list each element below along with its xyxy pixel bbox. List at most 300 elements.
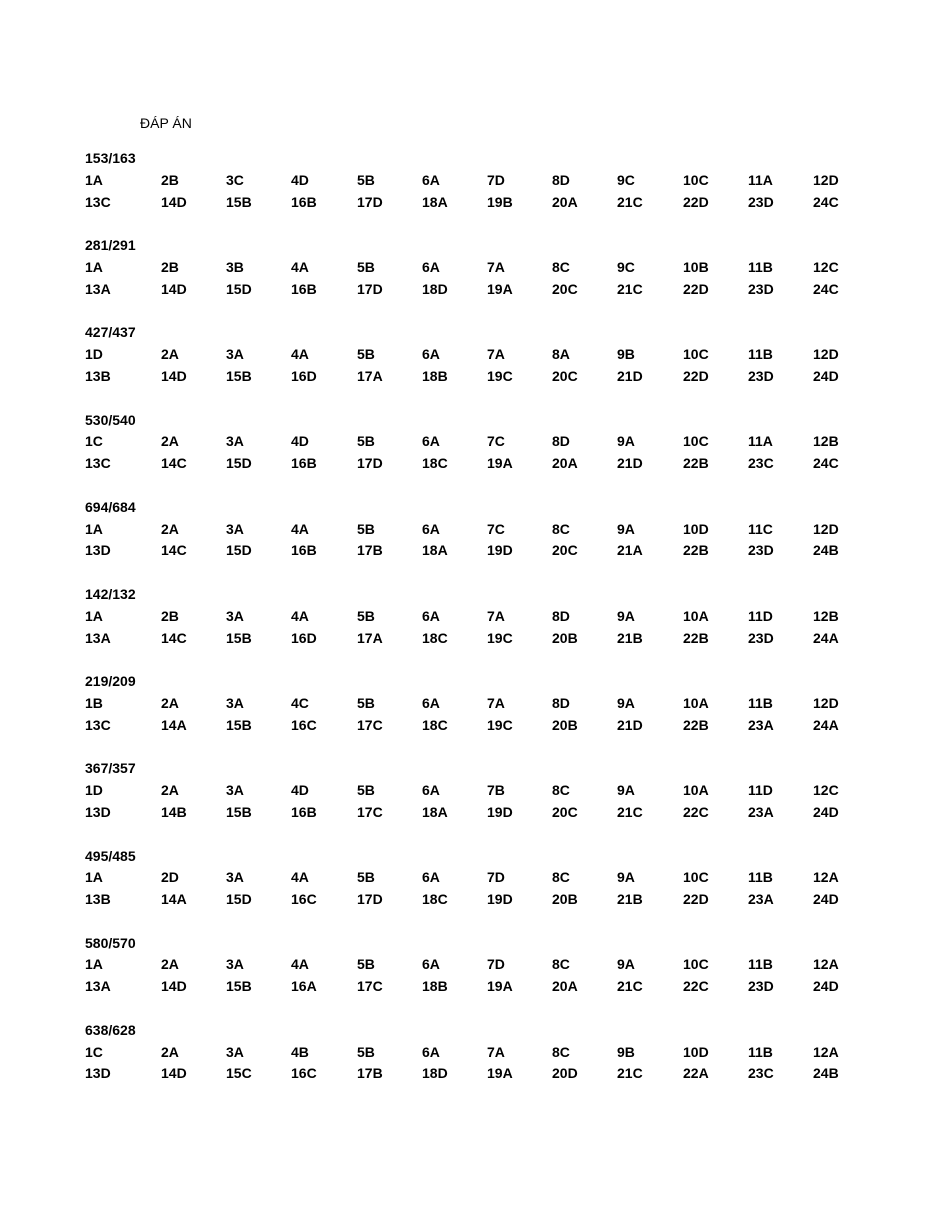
- answer-cell: 9A: [617, 694, 635, 711]
- answer-cell: 20A: [552, 455, 578, 472]
- answer-cell: 12A: [813, 956, 839, 973]
- answer-cell: 12C: [813, 258, 839, 275]
- answer-cell: 9A: [617, 433, 635, 450]
- answer-cell: 12B: [813, 433, 839, 450]
- answer-cell: 10A: [683, 607, 709, 624]
- answer-cell: 8C: [552, 258, 570, 275]
- answer-cell: 19C: [487, 367, 513, 384]
- answer-cell: 12D: [813, 171, 839, 188]
- answer-cell: 3A: [226, 520, 244, 537]
- answer-cell: 1A: [85, 869, 103, 886]
- answer-cell: 20A: [552, 193, 578, 210]
- answer-cell: 16B: [291, 803, 317, 820]
- answer-section: [85, 237, 885, 324]
- answer-cell: 5B: [357, 782, 375, 799]
- answer-cell: 6A: [422, 171, 440, 188]
- answer-cell: 22D: [683, 367, 709, 384]
- answer-cell: 24D: [813, 803, 839, 820]
- answer-section: [85, 673, 885, 760]
- answer-cell: 9A: [617, 956, 635, 973]
- answer-cell: 9C: [617, 258, 635, 275]
- answer-cell: 14D: [161, 978, 187, 995]
- answer-cell: 11A: [748, 433, 773, 450]
- answer-cell: 2A: [161, 1043, 179, 1060]
- answer-cell: 16C: [291, 1065, 317, 1082]
- answer-cell: 15B: [226, 978, 252, 995]
- answer-cell: 2A: [161, 782, 179, 799]
- answer-cell: 17D: [357, 280, 383, 297]
- answer-cell: 8D: [552, 171, 570, 188]
- answer-cell: 20C: [552, 367, 578, 384]
- answer-cell: 19A: [487, 280, 513, 297]
- answer-cell: 16D: [291, 629, 317, 646]
- answer-cell: 21D: [617, 455, 643, 472]
- exam-code: 694/684: [85, 498, 136, 515]
- answer-cell: 19D: [487, 542, 513, 559]
- answer-cell: 24B: [813, 542, 839, 559]
- answer-cell: 7D: [487, 171, 505, 188]
- answer-cell: 13C: [85, 193, 111, 210]
- answer-row: [85, 281, 885, 303]
- answer-cell: 15B: [226, 629, 252, 646]
- answer-row: [85, 1065, 885, 1087]
- answer-cell: 8D: [552, 694, 570, 711]
- answer-cell: 5B: [357, 171, 375, 188]
- answer-cell: 22B: [683, 542, 709, 559]
- answer-cell: 20B: [552, 716, 578, 733]
- answer-cell: 11C: [748, 520, 773, 537]
- exam-code: 427/437: [85, 324, 136, 341]
- answer-cell: 1D: [85, 346, 103, 363]
- answer-cell: 7D: [487, 869, 505, 886]
- answer-cell: 13C: [85, 716, 111, 733]
- answer-cell: 2A: [161, 520, 179, 537]
- answer-cell: 17B: [357, 542, 383, 559]
- answer-cell: 23A: [748, 891, 774, 908]
- answer-cell: 21C: [617, 1065, 643, 1082]
- answer-cell: 24C: [813, 193, 839, 210]
- answer-cell: 18C: [422, 716, 448, 733]
- answer-cell: 18B: [422, 978, 448, 995]
- answer-cell: 24D: [813, 978, 839, 995]
- answer-cell: 21A: [617, 542, 643, 559]
- answer-cell: 24C: [813, 455, 839, 472]
- answer-cell: 10A: [683, 694, 709, 711]
- answer-cell: 15B: [226, 193, 252, 210]
- answer-cell: 21D: [617, 367, 643, 384]
- answer-cell: 22D: [683, 891, 709, 908]
- answer-cell: 13C: [85, 455, 111, 472]
- answer-cell: 23D: [748, 193, 774, 210]
- answer-cell: 5B: [357, 607, 375, 624]
- answer-cell: 22D: [683, 193, 709, 210]
- answer-cell: 2A: [161, 433, 179, 450]
- answer-cell: 9A: [617, 607, 635, 624]
- answer-cell: 16C: [291, 891, 317, 908]
- exam-code: 530/540: [85, 411, 136, 428]
- answer-row: [85, 455, 885, 477]
- answer-cell: 4B: [291, 1043, 309, 1060]
- answer-row: [85, 978, 885, 1000]
- answer-row: [85, 368, 885, 390]
- answer-row: [85, 194, 885, 216]
- answer-cell: 11B: [748, 869, 773, 886]
- answer-cell: 4D: [291, 433, 309, 450]
- answer-section: [85, 935, 885, 1022]
- answer-cell: 6A: [422, 433, 440, 450]
- answer-cell: 4C: [291, 694, 309, 711]
- answer-cell: 4A: [291, 869, 309, 886]
- answer-cell: 2B: [161, 258, 179, 275]
- answer-cell: 19B: [487, 193, 513, 210]
- answer-cell: 24C: [813, 280, 839, 297]
- answer-cell: 20D: [552, 1065, 578, 1082]
- exam-code: 638/628: [85, 1021, 136, 1038]
- answer-row: [85, 521, 885, 543]
- answer-cell: 24A: [813, 716, 839, 733]
- answer-cell: 23C: [748, 455, 774, 472]
- answer-cell: 16D: [291, 367, 317, 384]
- answer-cell: 10A: [683, 782, 709, 799]
- answer-cell: 5B: [357, 520, 375, 537]
- answer-cell: 1A: [85, 520, 103, 537]
- answer-cell: 21C: [617, 193, 643, 210]
- answer-cell: 12D: [813, 346, 839, 363]
- answer-cell: 7C: [487, 433, 505, 450]
- answer-cell: 10C: [683, 433, 709, 450]
- answer-cell: 3A: [226, 956, 244, 973]
- answer-cell: 9A: [617, 869, 635, 886]
- answer-cell: 17B: [357, 1065, 383, 1082]
- answer-cell: 9C: [617, 171, 635, 188]
- answer-cell: 14C: [161, 542, 187, 559]
- answer-cell: 15B: [226, 803, 252, 820]
- answer-cell: 1A: [85, 258, 103, 275]
- answer-cell: 17A: [357, 629, 383, 646]
- answer-cell: 3A: [226, 782, 244, 799]
- answer-cell: 23D: [748, 367, 774, 384]
- answer-cell: 21B: [617, 629, 643, 646]
- answer-cell: 20C: [552, 803, 578, 820]
- answer-cell: 22B: [683, 716, 709, 733]
- answer-cell: 14C: [161, 455, 187, 472]
- answer-row: [85, 869, 885, 891]
- answer-cell: 11B: [748, 1043, 773, 1060]
- answer-cell: 8D: [552, 607, 570, 624]
- answer-cell: 6A: [422, 346, 440, 363]
- answer-row: [85, 891, 885, 913]
- answer-cell: 5B: [357, 433, 375, 450]
- answer-section: [85, 760, 885, 847]
- answer-cell: 4A: [291, 520, 309, 537]
- answer-cell: 19C: [487, 629, 513, 646]
- exam-code: 153/163: [85, 150, 136, 166]
- answer-cell: 17D: [357, 891, 383, 908]
- answer-cell: 1B: [85, 694, 103, 711]
- answer-cell: 12A: [813, 1043, 839, 1060]
- answer-cell: 16B: [291, 542, 317, 559]
- answer-cell: 7A: [487, 607, 505, 624]
- answer-cell: 13B: [85, 367, 111, 384]
- answer-cell: 18B: [422, 367, 448, 384]
- answer-section: [85, 1022, 885, 1109]
- answer-cell: 8D: [552, 433, 570, 450]
- answer-section: [85, 150, 885, 237]
- answer-key-sections: [85, 150, 885, 1109]
- answer-cell: 9A: [617, 520, 635, 537]
- answer-cell: 13D: [85, 1065, 111, 1082]
- answer-cell: 24D: [813, 367, 839, 384]
- answer-cell: 15C: [226, 1065, 252, 1082]
- answer-cell: 4A: [291, 346, 309, 363]
- answer-cell: 3C: [226, 171, 244, 188]
- answer-cell: 5B: [357, 694, 375, 711]
- answer-cell: 10C: [683, 869, 709, 886]
- answer-cell: 2A: [161, 346, 179, 363]
- answer-cell: 15B: [226, 367, 252, 384]
- answer-cell: 5B: [357, 1043, 375, 1060]
- answer-cell: 20C: [552, 280, 578, 297]
- answer-cell: 15D: [226, 280, 252, 297]
- answer-cell: 23D: [748, 978, 774, 995]
- exam-code: 142/132: [85, 585, 136, 602]
- answer-section: [85, 848, 885, 935]
- answer-cell: 18A: [422, 193, 448, 210]
- exam-code: 219/209: [85, 673, 136, 690]
- answer-cell: 4D: [291, 171, 309, 188]
- answer-cell: 22B: [683, 629, 709, 646]
- answer-cell: 18A: [422, 542, 448, 559]
- answer-row: [85, 346, 885, 368]
- answer-cell: 18A: [422, 803, 448, 820]
- answer-cell: 7B: [487, 782, 505, 799]
- answer-cell: 12A: [813, 869, 839, 886]
- page-title: ĐÁP ÁN: [140, 115, 192, 131]
- answer-row: [85, 695, 885, 717]
- answer-cell: 5B: [357, 956, 375, 973]
- answer-cell: 12D: [813, 694, 839, 711]
- answer-cell: 6A: [422, 520, 440, 537]
- answer-cell: 16A: [291, 978, 317, 995]
- answer-cell: 11B: [748, 258, 773, 275]
- answer-cell: 19D: [487, 891, 513, 908]
- answer-row: [85, 956, 885, 978]
- answer-cell: 3A: [226, 433, 244, 450]
- answer-cell: 24A: [813, 629, 839, 646]
- answer-cell: 4A: [291, 607, 309, 624]
- answer-cell: 14D: [161, 280, 187, 297]
- answer-cell: 8C: [552, 956, 570, 973]
- answer-cell: 10C: [683, 346, 709, 363]
- answer-cell: 18C: [422, 455, 448, 472]
- answer-cell: 9B: [617, 1043, 635, 1060]
- answer-cell: 6A: [422, 258, 440, 275]
- answer-cell: 15B: [226, 716, 252, 733]
- answer-cell: 3A: [226, 694, 244, 711]
- answer-cell: 22B: [683, 455, 709, 472]
- answer-cell: 21B: [617, 891, 643, 908]
- answer-cell: 6A: [422, 782, 440, 799]
- answer-row: [85, 433, 885, 455]
- answer-row: [85, 804, 885, 826]
- answer-cell: 16B: [291, 280, 317, 297]
- answer-cell: 22A: [683, 1065, 709, 1082]
- answer-cell: 13A: [85, 978, 111, 995]
- answer-cell: 8C: [552, 520, 570, 537]
- answer-cell: 23D: [748, 629, 774, 646]
- answer-cell: 11B: [748, 956, 773, 973]
- answer-cell: 23C: [748, 1065, 774, 1082]
- answer-cell: 13A: [85, 629, 111, 646]
- answer-cell: 23A: [748, 803, 774, 820]
- answer-cell: 21C: [617, 978, 643, 995]
- answer-cell: 4A: [291, 956, 309, 973]
- answer-cell: 19D: [487, 803, 513, 820]
- answer-cell: 1A: [85, 171, 103, 188]
- answer-cell: 17A: [357, 367, 383, 384]
- answer-row: [85, 608, 885, 630]
- answer-cell: 1D: [85, 782, 103, 799]
- answer-cell: 14D: [161, 367, 187, 384]
- exam-code: 367/357: [85, 760, 136, 777]
- answer-cell: 11D: [748, 607, 773, 624]
- answer-cell: 18C: [422, 629, 448, 646]
- answer-cell: 20B: [552, 629, 578, 646]
- answer-cell: 14A: [161, 716, 187, 733]
- answer-cell: 10C: [683, 171, 709, 188]
- answer-cell: 3B: [226, 258, 244, 275]
- answer-cell: 8C: [552, 782, 570, 799]
- answer-cell: 14A: [161, 891, 187, 908]
- answer-cell: 11A: [748, 171, 773, 188]
- answer-section: [85, 586, 885, 673]
- answer-cell: 2B: [161, 607, 179, 624]
- answer-cell: 15D: [226, 542, 252, 559]
- answer-cell: 21D: [617, 716, 643, 733]
- exam-code: 495/485: [85, 847, 136, 864]
- answer-cell: 14B: [161, 803, 187, 820]
- answer-cell: 3A: [226, 346, 244, 363]
- answer-cell: 20A: [552, 978, 578, 995]
- answer-cell: 10C: [683, 956, 709, 973]
- answer-cell: 14D: [161, 193, 187, 210]
- answer-cell: 10D: [683, 1043, 709, 1060]
- answer-cell: 23A: [748, 716, 774, 733]
- answer-cell: 7A: [487, 694, 505, 711]
- answer-cell: 10B: [683, 258, 709, 275]
- answer-cell: 17D: [357, 193, 383, 210]
- answer-cell: 8C: [552, 869, 570, 886]
- exam-code: 580/570: [85, 934, 136, 951]
- answer-cell: 13D: [85, 542, 111, 559]
- answer-cell: 6A: [422, 694, 440, 711]
- answer-cell: 17C: [357, 803, 383, 820]
- answer-section: [85, 412, 885, 499]
- answer-cell: 21C: [617, 280, 643, 297]
- answer-cell: 22D: [683, 280, 709, 297]
- answer-cell: 7C: [487, 520, 505, 537]
- answer-cell: 13B: [85, 891, 111, 908]
- answer-row: [85, 172, 885, 194]
- answer-cell: 2A: [161, 694, 179, 711]
- answer-cell: 16C: [291, 716, 317, 733]
- answer-cell: 16B: [291, 455, 317, 472]
- answer-cell: 2B: [161, 171, 179, 188]
- answer-cell: 22C: [683, 803, 709, 820]
- answer-cell: 3A: [226, 1043, 244, 1060]
- answer-cell: 7A: [487, 258, 505, 275]
- answer-cell: 12C: [813, 782, 839, 799]
- answer-cell: 1C: [85, 433, 103, 450]
- answer-cell: 15D: [226, 455, 252, 472]
- answer-cell: 23D: [748, 542, 774, 559]
- answer-cell: 15D: [226, 891, 252, 908]
- answer-row: [85, 717, 885, 739]
- answer-cell: 11D: [748, 782, 773, 799]
- answer-cell: 13D: [85, 803, 111, 820]
- answer-cell: 22C: [683, 978, 709, 995]
- answer-cell: 14C: [161, 629, 187, 646]
- answer-cell: 6A: [422, 869, 440, 886]
- answer-cell: 5B: [357, 346, 375, 363]
- answer-cell: 19A: [487, 1065, 513, 1082]
- answer-cell: 11B: [748, 346, 773, 363]
- answer-cell: 3A: [226, 607, 244, 624]
- answer-cell: 21C: [617, 803, 643, 820]
- answer-cell: 6A: [422, 607, 440, 624]
- answer-cell: 1A: [85, 607, 103, 624]
- answer-cell: 24D: [813, 891, 839, 908]
- answer-cell: 4D: [291, 782, 309, 799]
- answer-cell: 7A: [487, 346, 505, 363]
- answer-cell: 14D: [161, 1065, 187, 1082]
- answer-cell: 18D: [422, 1065, 448, 1082]
- answer-cell: 5B: [357, 258, 375, 275]
- answer-cell: 9B: [617, 346, 635, 363]
- answer-row: [85, 1044, 885, 1066]
- answer-cell: 2D: [161, 869, 179, 886]
- answer-cell: 12B: [813, 607, 839, 624]
- answer-row: [85, 630, 885, 652]
- answer-cell: 18C: [422, 891, 448, 908]
- answer-cell: 1A: [85, 956, 103, 973]
- exam-code: 281/291: [85, 237, 136, 254]
- answer-cell: 19C: [487, 716, 513, 733]
- answer-cell: 4A: [291, 258, 309, 275]
- answer-cell: 6A: [422, 956, 440, 973]
- answer-cell: 11B: [748, 694, 773, 711]
- answer-cell: 12D: [813, 520, 839, 537]
- answer-cell: 13A: [85, 280, 111, 297]
- answer-cell: 7D: [487, 956, 505, 973]
- answer-cell: 20C: [552, 542, 578, 559]
- answer-cell: 10D: [683, 520, 709, 537]
- answer-cell: 16B: [291, 193, 317, 210]
- answer-cell: 24B: [813, 1065, 839, 1082]
- answer-row: [85, 542, 885, 564]
- answer-cell: 17C: [357, 716, 383, 733]
- answer-cell: 8A: [552, 346, 570, 363]
- answer-cell: 6A: [422, 1043, 440, 1060]
- answer-cell: 1C: [85, 1043, 103, 1060]
- answer-cell: 19A: [487, 455, 513, 472]
- answer-cell: 2A: [161, 956, 179, 973]
- answer-cell: 18D: [422, 280, 448, 297]
- answer-cell: 8C: [552, 1043, 570, 1060]
- answer-cell: 23D: [748, 280, 774, 297]
- answer-section: [85, 324, 885, 411]
- answer-cell: 3A: [226, 869, 244, 886]
